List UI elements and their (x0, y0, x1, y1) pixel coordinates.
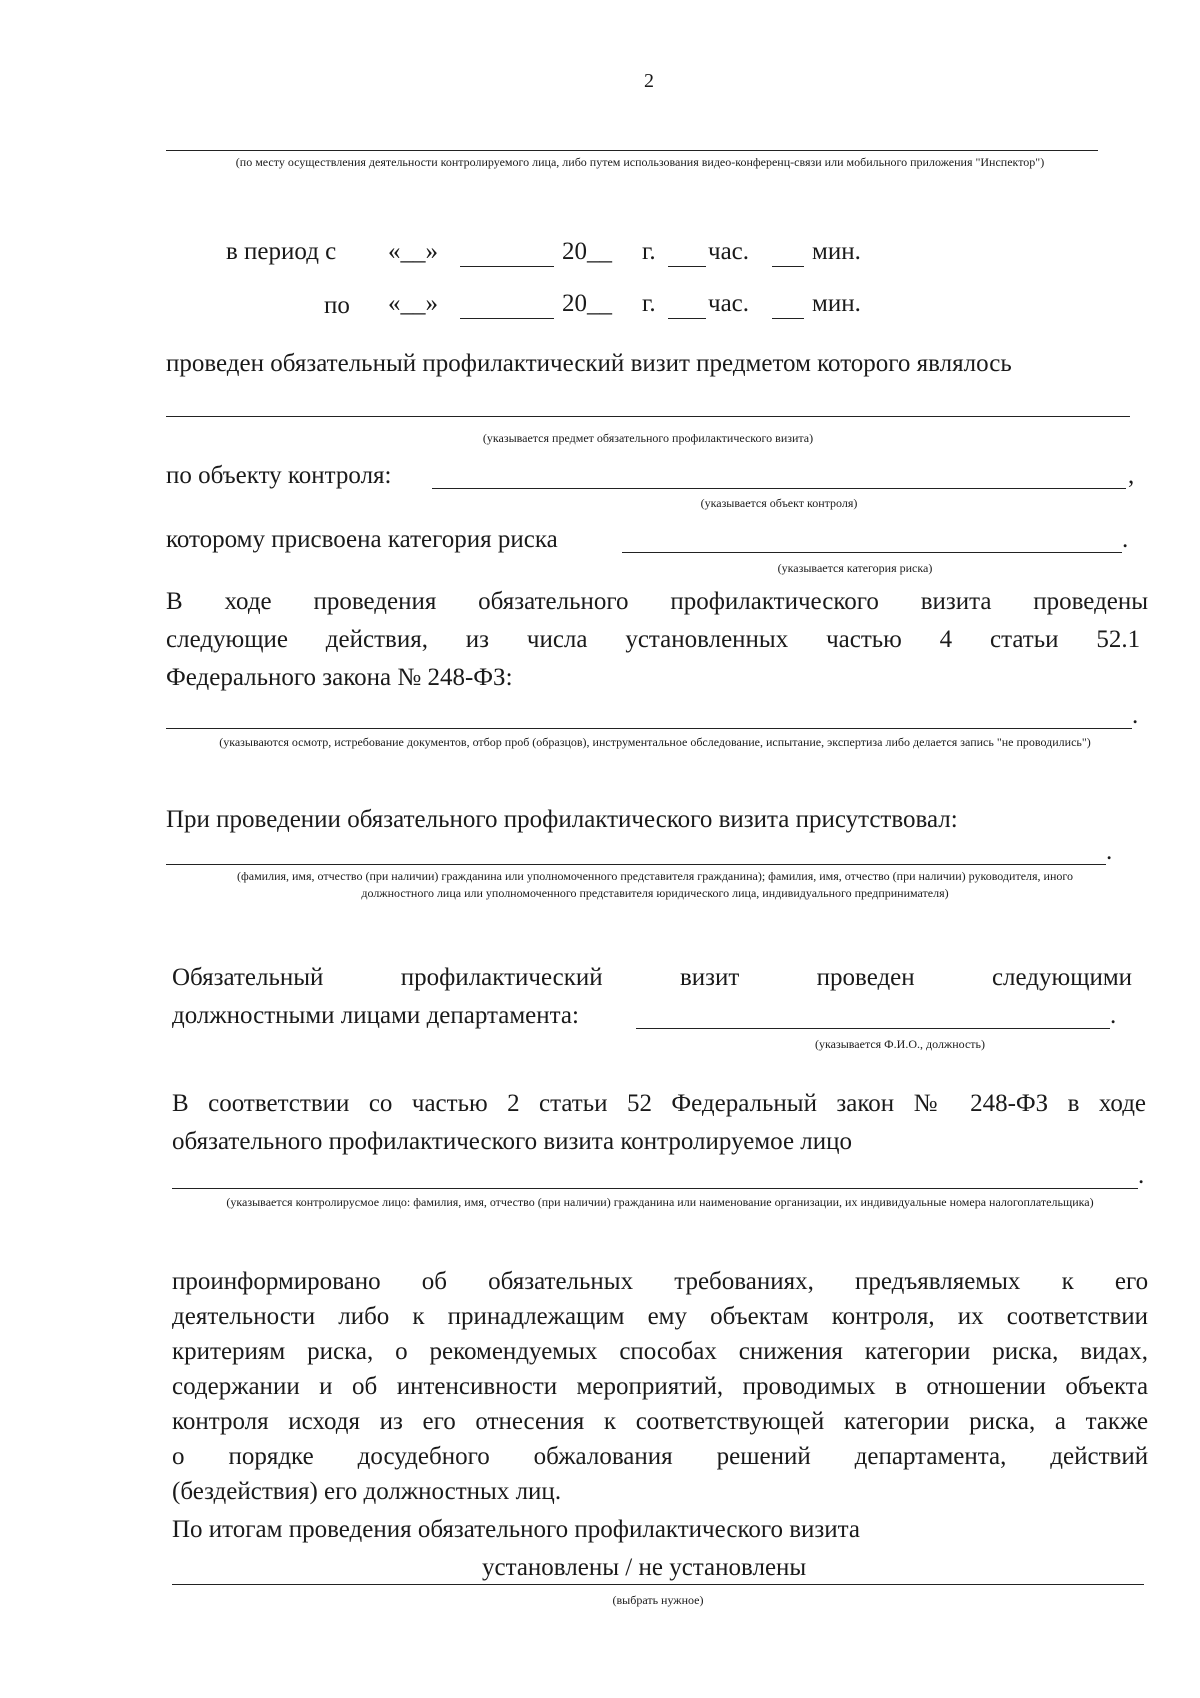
location-line (166, 150, 1098, 151)
page-number: 2 (644, 70, 654, 92)
period-to-label: по (324, 292, 350, 319)
results-line (172, 1584, 1144, 1585)
informed-line-6: о порядке досудебного обжалования решений департамента, действий (172, 1443, 1149, 1470)
period-from-min: мин. (812, 238, 861, 265)
period-from-label: в период с (226, 238, 337, 265)
present-text: При проведении обязательного профилактического визита присутствовал: (166, 806, 958, 833)
period-to-min: мин. (812, 290, 861, 317)
present-line (166, 864, 1106, 865)
period-from-month-line (460, 266, 554, 267)
risk-category-label: которому присвоена категория риска (166, 526, 558, 553)
visit-subject-text: проведен обязательный профилактический визит предметом которого являлось (166, 350, 1012, 377)
period-from-hour: час. (708, 238, 750, 265)
present-hint: (фамилия, имя, отчество (при наличии) гражданина или уполномоченного представителя гражданина); фамилия, имя, отчество (при наличии) руководителя, иного должностного лица или уполномоченного представителя юридического лица, индивидуального предпринимателя) (236, 869, 1074, 900)
informed-line-4: содержании и об интенсивности мероприятий, проводимых в отношении объекта (172, 1373, 1149, 1400)
informed-last-line: (бездействия) его должностных лиц. (172, 1478, 562, 1505)
risk-category-line (622, 552, 1122, 553)
period-to-min-line (772, 318, 804, 319)
informed-line-1: проинформировано об обязательных требованиях, предъявляемых к его (172, 1268, 1149, 1295)
period-to-day: «__» (388, 290, 438, 317)
actions-line (166, 728, 1132, 729)
period-to-month-line (460, 318, 554, 319)
results-text: По итогам проведения обязательного профилактического визита (172, 1516, 860, 1543)
present-dot: . (1106, 838, 1113, 865)
control-object-hint: (указывается объект контроля) (700, 496, 858, 510)
visit-subject-line (166, 416, 1130, 417)
compliance-dot: . (1138, 1162, 1145, 1189)
period-from-g: г. (642, 238, 656, 265)
compliance-hint: (указывается контролирусмое лицо: фамилия, имя, отчество (при наличии) гражданина или наименование организации, их индивидуальные номера налогоплательщика) (226, 1195, 1094, 1209)
risk-category-dot: . (1122, 526, 1129, 553)
actions-dot: . (1132, 702, 1139, 729)
period-from-year: 20__ (562, 238, 612, 265)
period-from-min-line (772, 266, 804, 267)
compliance-line (172, 1188, 1138, 1189)
visit-subject-hint: (указывается предмет обязательного профилактического визита) (482, 431, 814, 445)
actions-line-2: следующие действия, из числа установленных частью 4 статьи 52.1 (166, 626, 1141, 653)
control-object-label: по объекту контроля: (166, 462, 392, 489)
officials-line-2: должностными лицами департамента: (172, 1002, 579, 1029)
control-object-comma: , (1128, 462, 1135, 489)
officials-dot: . (1110, 1002, 1117, 1029)
actions-hint: (указываются осмотр, истребование документов, отбор проб (образцов), инструментальное обследование, испытание, экспертиза либо делается запись "не проводились") (219, 735, 1091, 749)
period-to-year: 20__ (562, 290, 612, 317)
risk-category-hint: (указывается категория риска) (777, 561, 933, 575)
period-to-g: г. (642, 290, 656, 317)
compliance-line-2: обязательного профилактического визита контролируемое лицо (172, 1128, 853, 1155)
actions-line-1: В ходе проведения обязательного профилактического визита проведены (166, 588, 1149, 615)
informed-line-3: критериям риска, о рекомендуемых способах снижения категории риска, видах, (172, 1338, 1149, 1365)
period-from-day: «__» (388, 238, 438, 265)
period-to-hour: час. (708, 290, 750, 317)
period-to-hour-line (668, 318, 706, 319)
results-hint: (выбрать нужное) (612, 1593, 704, 1607)
informed-line-5: контроля исходя из его отнесения к соответствующей категории риска, а также (172, 1408, 1149, 1435)
officials-line-1: Обязательный профилактический визит проведен следующими (172, 964, 1133, 991)
period-from-hour-line (668, 266, 706, 267)
actions-line-3: Федерального закона № 248-ФЗ: (166, 664, 513, 691)
officials-hint: (указывается Ф.И.О., должность) (815, 1037, 985, 1051)
results-choice: установлены / не установлены (482, 1554, 807, 1581)
control-object-line (432, 488, 1126, 489)
location-hint: (по месту осуществления деятельности контролируемого лица, либо путем использования видео-конференц-связи или мобильного приложения "Инспектор") (235, 155, 1045, 169)
informed-line-2: деятельности либо к принадлежащим ему объектам контроля, их соответствии (172, 1303, 1149, 1330)
compliance-line-1: В соответствии со частью 2 статьи 52 Федеральный закон № 248-ФЗ в ходе (172, 1090, 1147, 1117)
officials-line (636, 1028, 1110, 1029)
